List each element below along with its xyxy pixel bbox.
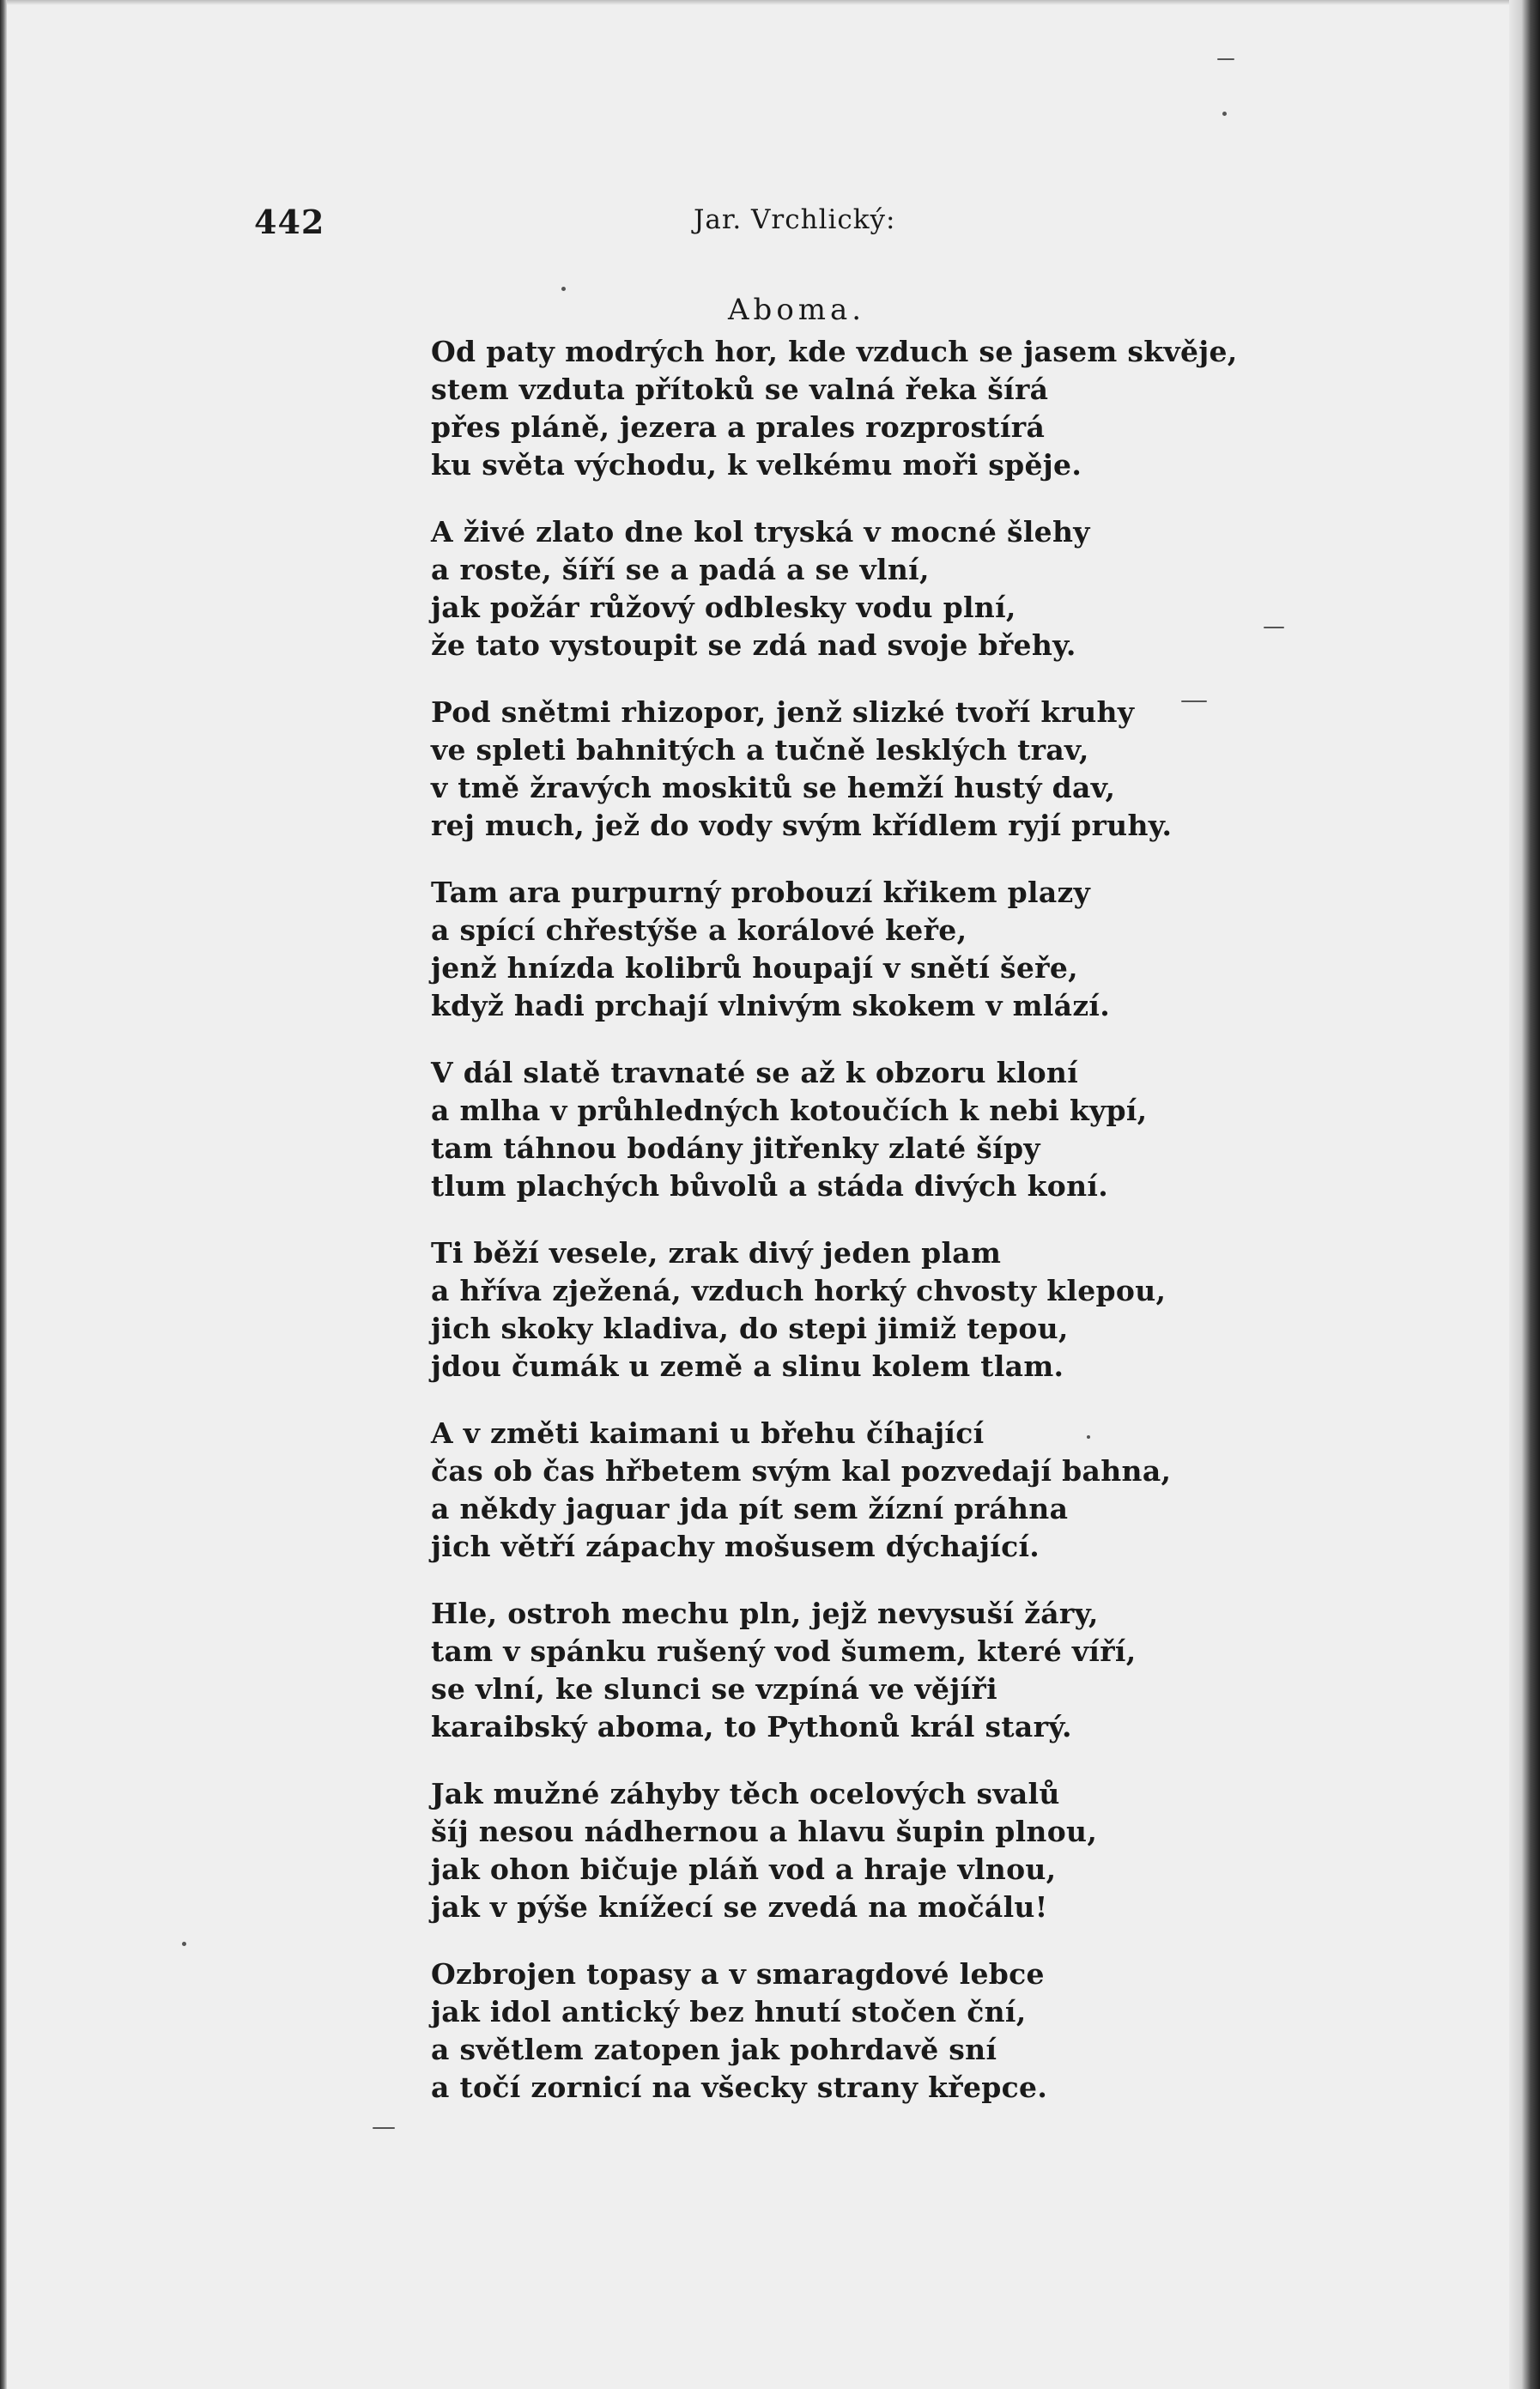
verse-line: Hle, ostroh mechu pln, jejž nevysuší žáry, [431,1597,1099,1630]
page-top-edge [0,0,1540,5]
verse-line: ve spleti bahnitých a tučně lesklých trav, [431,733,1089,767]
verse-line: jak požár růžový odblesky vodu plní, [431,591,1016,624]
stanza-10 [431,1955,1289,2107]
verse-line: ku světa východu, k velkému moři spěje. [431,448,1082,482]
stanza-9 [431,1775,1289,1926]
verse-line: jak idol antický bez hnutí stočen ční, [431,1995,1027,2028]
stanza-7 [431,1415,1289,1566]
verse-line: tam táhnou bodány jitřenky zlaté šípy [431,1131,1040,1165]
print-speck [1087,1435,1090,1439]
stanza-4 [431,874,1289,1025]
print-speck [1181,700,1207,702]
page-number: 442 [254,203,325,241]
page-right-edge [1509,0,1540,2389]
verse-line: když hadi prchají vlnivým skokem v mlází. [431,989,1110,1022]
verse-line: Jak mužné záhyby těch ocelových svalů [431,1777,1060,1810]
poem [431,288,1289,2136]
stanza-5 [431,1054,1289,1205]
verse-line: a mlha v průhledných kotoučích k nebi kypí, [431,1094,1148,1127]
verse-line: Tam ara purpurný probouzí křikem plazy [431,876,1091,909]
verse-line: jdou čumák u země a slinu kolem tlam. [431,1349,1064,1383]
page-left-edge [0,0,7,2389]
verse-line: a hříva zježená, vzduch horký chvosty klepou, [431,1274,1167,1307]
verse-line: jak v pýše knížecí se zvedá na močálu! [431,1890,1048,1924]
verse-line: a někdy jaguar jda pít sem žízní práhna [431,1492,1069,1525]
stanza-8 [431,1595,1289,1746]
verse-line: stem vzduta přítoků se valná řeka šírá [431,373,1049,406]
verse-line: Ti běží vesele, zrak divý jeden plam [431,1236,1002,1270]
poem-title: Aboma. [728,293,866,327]
verse-line: a točí zornicí na všecky strany křepce. [431,2071,1048,2104]
stanza-2 [431,513,1289,664]
print-speck [1222,112,1227,116]
stanza-6 [431,1234,1289,1385]
verse-line: Ozbrojen topasy a v smaragdové lebce [431,1957,1045,1991]
verse-line: A živé zlato dne kol tryská v mocné šlehy [431,515,1090,549]
verse-line: šíj nesou nádhernou a hlavu šupin plnou, [431,1815,1098,1848]
verse-line: jich skoky kladiva, do stepi jimiž tepou, [431,1312,1069,1345]
stanza-3 [431,694,1289,845]
verse-line: čas ob čas hřbetem svým kal pozvedají bahna, [431,1454,1172,1488]
running-head-author: Jar. Vrchlický: [694,204,896,235]
verse-line: v tmě žravých moskitů se hemží hustý dav, [431,771,1116,804]
verse-line: V dál slatě travnaté se až k obzoru kloní [431,1056,1079,1089]
verse-line: se vlní, ke slunci se vzpíná ve vějíři [431,1672,997,1706]
verse-line: a roste, šíří se a padá a se vlní, [431,553,930,586]
verse-line: a spící chřestýše a korálové keře, [431,913,967,947]
verse-line: tam v spánku rušený vod šumem, které víří, [431,1634,1137,1668]
verse-line: rej much, jež do vody svým křídlem ryjí pruhy. [431,809,1173,842]
verse-line: Od paty modrých hor, kde vzduch se jasem skvěje, [431,335,1238,368]
verse-line: A v změti kaimani u břehu číhající [431,1416,985,1450]
print-speck [561,287,566,291]
print-speck [1264,627,1284,628]
verse-line: jak ohon bičuje pláň vod a hraje vlnou, [431,1852,1057,1886]
print-speck [1217,58,1234,60]
stanza-1 [431,333,1289,484]
verse-line: jich větří zápachy mošusem dýchající. [431,1530,1040,1563]
print-speck [182,1942,186,1946]
verse-line: přes pláně, jezera a prales rozprostírá [431,410,1046,444]
verse-line: tlum plachých bůvolů a stáda divých koní. [431,1169,1109,1203]
verse-line: jenž hnízda kolibrů houpají v snětí šeře, [431,951,1078,985]
verse-line: že tato vystoupit se zdá nad svoje břehy. [431,628,1076,662]
print-speck [373,2127,395,2129]
verse-line: karaibský aboma, to Pythonů král starý. [431,1710,1072,1743]
running-head [254,203,1216,244]
verse-line: Pod snětmi rhizopor, jenž slizké tvoří kruhy [431,695,1135,729]
verse-line: a světlem zatopen jak pohrdavě sní [431,2033,997,2066]
